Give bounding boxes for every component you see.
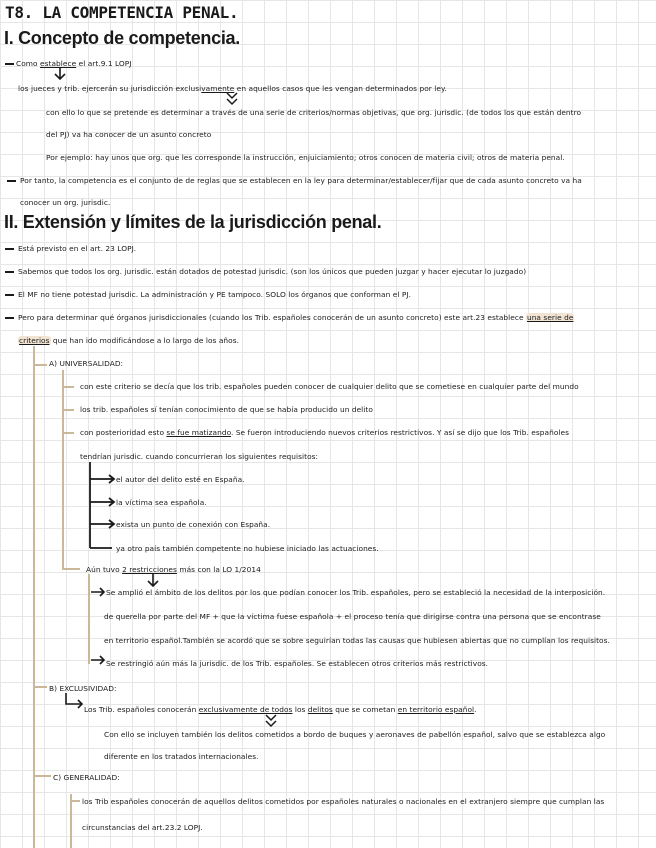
s1-line-7: conocer un org. jurisdic. xyxy=(20,198,111,207)
s1-line-6: Por tanto, la competencia es el conjunto de de reglas que se establecen en la ley para determinar/establecer/fijar que de cada asunto concreto va ha xyxy=(20,176,582,185)
s1-line-4: del PJ) va ha conocer de un asunto concreto xyxy=(46,130,212,139)
bullet-dash xyxy=(5,271,14,273)
down-arrow-icon xyxy=(147,574,159,588)
a-line-7: de querella por parte del MF + que la víctima fuese española + el proceso tenía que dirigirse contra una persona que se encontrase xyxy=(104,612,601,621)
requirement-4: ya otro país también competente no hubiese iniciado las actuaciones. xyxy=(116,544,379,553)
a-line-4: tendrían jurisdic. cuando concurrieran los siguientes requisitos: xyxy=(80,452,319,461)
s1-line-3: con ello lo que se pretende es determinar a través de una serie de criterios/normas objetivas, que org. jurisdic. (de todos los que están dentro xyxy=(46,108,582,117)
a-line-2: los trib. españoles sí tenían conocimiento de que se había producido un delito xyxy=(80,405,373,414)
a-line-9: Se restringió aún más la jurisdic. de los Trib. españoles. Se establecen otros criterios más restrictivos. xyxy=(106,659,489,668)
requirement-3: exista un punto de conexión con España. xyxy=(116,520,271,529)
tree-branch-line xyxy=(33,364,47,366)
tree-a-line xyxy=(62,370,64,570)
tree-branch-line xyxy=(70,800,80,802)
page-title: T8. LA COMPETENCIA PENAL. xyxy=(5,3,239,22)
tree-branch-line xyxy=(62,432,74,434)
tree-branch-line xyxy=(62,409,74,411)
s2-bullet-2: Sabemos que todos los org. jurisdic. están dotados de potestad jurisdic. (son los únicos que pueden juzgar y hacer ejecutar lo juzgado) xyxy=(18,267,527,276)
section-1-heading: I. Concepto de competencia. xyxy=(4,28,240,48)
s2-bullet-4-cont: criterios que han ido modificándose a lo largo de los años. xyxy=(19,336,240,345)
tree-trunk-line xyxy=(33,346,35,848)
double-down-arrow-icon xyxy=(264,714,278,728)
bullet-dash xyxy=(5,317,14,319)
tree-a2-line xyxy=(88,574,90,664)
criterion-c-label: C) GENERALIDAD: xyxy=(53,773,120,782)
right-arrow-icon xyxy=(91,587,107,597)
bullet-dash xyxy=(5,248,14,250)
tree-branch-line xyxy=(33,775,51,777)
corner-arrow-icon xyxy=(64,693,86,709)
a-line-5: Aún tuvo 2 restricciones más con la LO 1/2014 xyxy=(86,565,261,574)
s1-line-1: Como establece el art.9.1 LOPJ xyxy=(16,59,132,68)
a-line-1: con este criterio se decía que los trib. españoles pueden conocer de cualquier delito que se cometiese en cualquier parte del mundo xyxy=(80,382,579,391)
right-arrow-icon xyxy=(91,655,107,665)
criterion-a-label: A) UNIVERSALIDAD: xyxy=(49,359,124,368)
tree-branch-line xyxy=(33,686,47,688)
a-line-8: en territorio español.También se acordó que se sobre seguirían todas las causas que hubiesen abiertas que no cumplían los requisitos. xyxy=(104,636,610,645)
requirement-1: el autor del delito esté en España. xyxy=(116,475,245,484)
tree-c-line xyxy=(70,794,72,848)
a-line-6: Se amplió el ámbito de los delitos por los que podían conocer los Trib. españoles, pero se estableció la necesidad de la interposición. xyxy=(106,588,606,597)
bullet-dash xyxy=(5,294,14,296)
s1-line-2: los jueces y trib. ejercerán su jurisdicción exclusivamente en aquellos casos que les vengan determinados por ley. xyxy=(18,84,447,93)
section-2-heading: II. Extensión y límites de la jurisdicción penal. xyxy=(4,212,382,232)
bullet-dash xyxy=(5,63,14,65)
b-line-1: Los Trib. españoles conocerán exclusivamente de todos los delitos que se cometan en territorio español. xyxy=(84,705,477,714)
c-line-2: circunstancias del art.23.2 LOPJ. xyxy=(82,823,203,832)
a-line-3: con posterioridad esto se fue matizando. Se fueron introduciendo nuevos criterios restrictivos. Y así se dijo que los Trib. españoles xyxy=(80,428,570,437)
down-arrow-icon xyxy=(54,67,66,81)
bullet-dash xyxy=(7,180,16,182)
double-down-arrow-icon xyxy=(225,92,239,106)
b-line-2: Con ello se incluyen también los delitos cometidos a bordo de buques y aeronaves de pabellón español, salvo que se establezca algo xyxy=(104,730,606,739)
requirement-2: la víctima sea española. xyxy=(116,498,207,507)
tree-branch-line xyxy=(62,386,74,388)
s2-bullet-1: Está previsto en el art. 23 LOPJ. xyxy=(18,244,137,253)
c-line-1: los Trib españoles conocerán de aquellos delitos cometidos por españoles naturales o nacionales en el extranjero siempre que cumplan las xyxy=(82,797,605,806)
criterion-b-label: B) EXCLUSIVIDAD: xyxy=(49,684,117,693)
s2-bullet-4: Pero para determinar qué órganos jurisdiccionales (cuando los Trib. españoles conocerán de un asunto concreto) este art.23 establece una serie de xyxy=(18,313,574,322)
s1-line-5: Por ejemplo: hay unos que org. que les corresponde la instrucción, enjuiciamiento; otros conocen de materia civil; otros de materia penal. xyxy=(46,153,565,162)
tree-branch-line xyxy=(62,568,80,570)
b-line-3: diferente en los tratados internacionales. xyxy=(104,752,259,761)
s2-bullet-3: El MF no tiene potestad jurisdic. La administración y PE tampoco. SOLO los órganos que conforman el PJ. xyxy=(18,290,412,299)
